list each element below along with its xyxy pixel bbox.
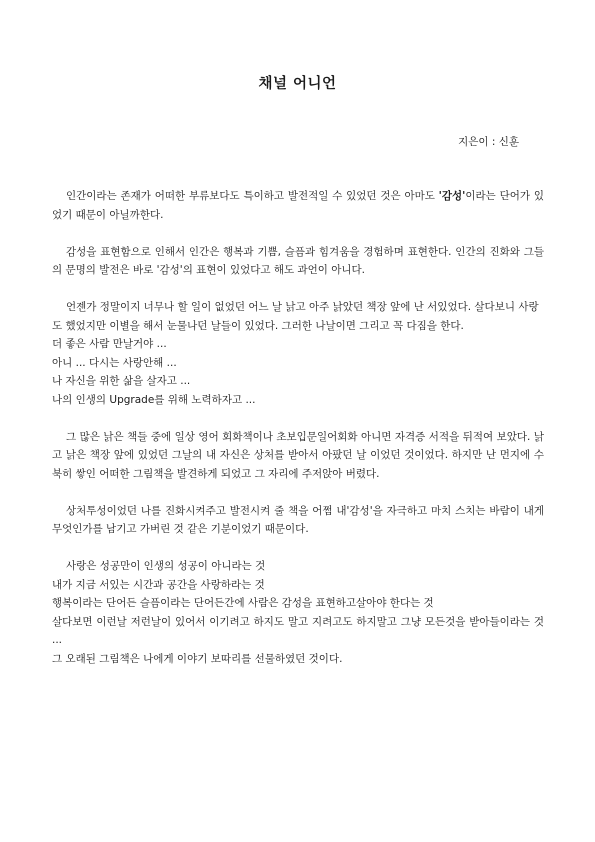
author-line: 지은이 : 신훈 [458, 136, 519, 148]
paragraph-6-line: 행복이라는 단어든 슬픔이라는 단어든간에 사람은 감성을 표현하고살아야 한다는 것 [52, 597, 434, 609]
paragraph-6 [52, 557, 544, 668]
paragraph-6-line: 살다보면 이런날 저런날이 있어서 이기려고 하지도 말고 지려고도 하지말고 그냥 모든것을 받아들이라는 것 ... [52, 615, 544, 646]
paragraph-3-line: 나의 인생의 Upgrade를 위해 노력하자고 ... [52, 393, 256, 406]
paragraph-3-line: 아니 ... 다시는 사랑안해 ... [52, 356, 177, 369]
document-title: 채널 어니언 [258, 76, 337, 92]
paragraph-4: 그 많은 낡은 책들 중에 일상 영어 회화책이나 초보입문일어회화 아니면 자격증 서적을 뒤적여 보았다. 낡고 낡은 책장 앞에 있었던 그날의 내 자신은 상처를 받아서 아팠던 날 이었던 것이었다. 하지만 난 먼지에 수북히 쌓인 어떠한 그림책을 발견하게 되었고 그 자리에 주저앉아 버렸다. [52, 430, 544, 480]
paragraph-5: 상처투성이었던 나를 진화시켜주고 발전시켜 줄 책을 어쩜 내'감성'을 자극하고 마치 스치는 바람이 내게 무엇인가를 남기고 가버린 것 같은 기분이었기 때문이다. [52, 504, 544, 535]
document-body [52, 187, 544, 687]
paragraph-1 [52, 187, 544, 224]
paragraph-6-line: 내가 지금 서있는 시간과 공간을 사랑하라는 것 [52, 578, 265, 591]
paragraph-6-line: 사랑은 성공만이 인생의 성공이 아니라는 것 [66, 560, 266, 572]
paragraph-3-line: 더 좋은 사람 만날거야 ... [52, 338, 167, 350]
paragraph-3-text: 언젠가 정말이지 너무나 할 일이 없었던 어느 날 낡고 아주 낡았던 책장 앞에 난 서있었다. 살다보니 사랑도 했었지만 이별을 해서 눈물나던 날들이 있었다. 그러한 나날이면 그리고 꼭 다짐을 한다. [52, 301, 539, 332]
paragraph-2: 감성을 표현함으로 인해서 인간은 행복과 기쁨, 슬픔과 힘겨움을 경험하며 표현한다. 인간의 진화와 그들의 문명의 발전은 바로 '감성'의 표현이 있었다고 해도 과언이 아니다. [52, 245, 544, 276]
paragraph-1-text-b: 이라는 단어가 있었기 때문이 아닐까한다. [52, 190, 544, 221]
paragraph-6-line: 그 오래된 그림책은 나에게 이야기 보따리를 선물하였던 것이다. [52, 652, 343, 665]
emphasis-gamseong: '감성' [438, 190, 466, 202]
paragraph-1-text-a: 인간이라는 존재가 어떠한 부류보다도 특이하고 발전적일 수 있었던 것은 아마도 [66, 190, 439, 202]
paragraph-3-line: 나 자신을 위한 삶을 살자고 ... [52, 375, 191, 387]
paragraph-3 [52, 298, 544, 409]
